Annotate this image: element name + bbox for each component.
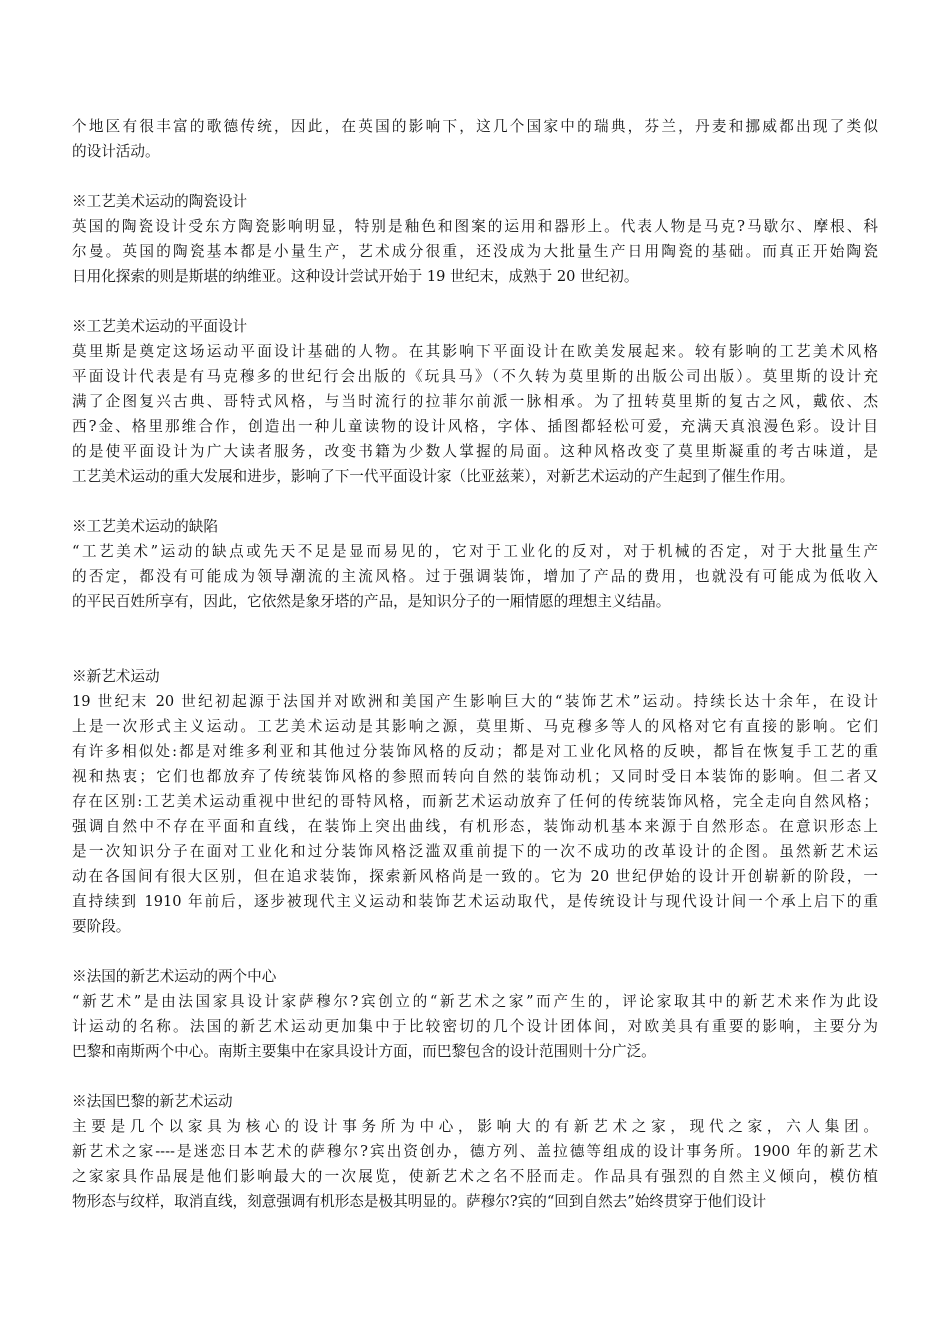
section-art-nouveau	[72, 664, 878, 939]
section-heading: ※工艺美术运动的平面设计	[72, 318, 248, 335]
paragraph-line: 的设计活动。	[72, 143, 160, 160]
paragraph-line: 物形态与纹样，取消直线，刻意强调有机形态是极其明显的。萨穆尔?宾的“回到自然去”始终贯穿于他们设计	[72, 1193, 767, 1210]
paragraph-line: 的否定，都没有可能成为领导潮流的主流风格。过于强调装饰，增加了产品的费用，也就没有可能成为低收入	[72, 568, 878, 585]
section-heading: ※新艺术运动	[72, 668, 160, 685]
section-heading: ※法国的新艺术运动的两个中心	[72, 968, 277, 985]
paragraph-line: 英国的陶瓷设计受东方陶瓷影响明显，特别是釉色和图案的运用和器形上。代表人物是马克?马歇尔、摩根、科	[72, 218, 878, 235]
paragraph-line: “工艺美术”运动的缺点或先天不足是显而易见的，它对于工业化的反对，对于机械的否定，对于大批量生产	[72, 543, 878, 560]
paragraph-line: 主要是几个以家具为核心的设计事务所为中心，影响大的有新艺术之家，现代之家，六人集团。	[72, 1118, 878, 1135]
paragraph-line: 工艺美术运动的重大发展和进步，影响了下一代平面设计家（比亚兹莱），对新艺术运动的产生起到了催生作用。	[72, 468, 795, 485]
paragraph-line: 莫里斯是奠定这场运动平面设计基础的人物。在其影响下平面设计在欧美发展起来。较有影响的工艺美术风格	[72, 343, 878, 360]
paragraph-line: 尔曼。英国的陶瓷基本都是小量生产，艺术成分很重，还没成为大批量生产日用陶瓷的基础。而真正开始陶瓷	[72, 243, 878, 260]
paragraph-line: 新艺术之家----是迷恋日本艺术的萨穆尔?宾出资创办，德方列、盖拉德等组成的设计事务所。1900 年的新艺术	[72, 1143, 878, 1160]
paragraph-line: 强调自然中不存在平面和直线，在装饰上突出曲线，有机形态，装饰动机基本来源于自然形态。在意识形态上	[72, 818, 878, 835]
section-intro-continuation	[72, 114, 878, 164]
section-heading: ※工艺美术运动的缺陷	[72, 518, 218, 535]
paragraph-line: “新艺术”是由法国家具设计家萨穆尔?宾创立的“新艺术之家”而产生的，评论家取其中的新艺术来作为此设	[72, 993, 878, 1010]
paragraph-line: 日用化探索的则是斯堪的纳维亚。这种设计尝试开始于 19 世纪末，成熟于 20 世纪初。	[72, 268, 639, 285]
paragraph-line: 满了企图复兴古典、哥特式风格，与当时流行的拉菲尔前派一脉相承。为了扭转莫里斯的复古之风，戴依、杰	[72, 393, 878, 410]
paragraph-line: 的是使平面设计为广大读者服务，改变书籍为少数人掌握的局面。这种风格改变了莫里斯凝重的考古味道，是	[72, 443, 878, 460]
paragraph-line: 有许多相似处:都是对维多利亚和其他过分装饰风格的反动；都是对工业化风格的反映，都旨在恢复手工艺的重	[72, 743, 878, 760]
section-heading: ※工艺美术运动的陶瓷设计	[72, 193, 248, 210]
paragraph-line: 19 世纪末 20 世纪初起源于法国并对欧洲和美国产生影响巨大的“装饰艺术”运动。持续长达十余年，在设计	[72, 693, 878, 710]
section-defects	[72, 514, 878, 614]
paragraph-line: 动在各国间有很大区别，但在追求装饰，探索新风格尚是一致的。它为 20 世纪伊始的设计开创崭新的阶段，一	[72, 868, 878, 885]
section-paris-art-nouveau	[72, 1089, 878, 1214]
section-french-two-centers	[72, 964, 878, 1064]
paragraph-line: 的平民百姓所享有，因此，它依然是象牙塔的产品，是知识分子的一厢情愿的理想主义结晶。	[72, 593, 671, 610]
paragraph-line: 西?金、格里那维合作，创造出一种儿童读物的设计风格，字体、插图都轻松可爱，充满天真浪漫色彩。设计目	[72, 418, 878, 435]
paragraph-line: 之家家具作品展是他们影响最大的一次展览，使新艺术之名不胫而走。作品具有强烈的自然主义倾向，模仿植	[72, 1168, 878, 1185]
paragraph-line: 上是一次形式主义运动。工艺美术运动是其影响之源，莫里斯、马克穆多等人的风格对它有直接的影响。它们	[72, 718, 878, 735]
paragraph-line: 存在区别:工艺美术运动重视中世纪的哥特风格，而新艺术运动放弃了任何的传统装饰风格，完全走向自然风格；	[72, 793, 878, 810]
section-graphic-design	[72, 314, 878, 489]
paragraph-line: 巴黎和南斯两个中心。南斯主要集中在家具设计方面，而巴黎包含的设计范围则十分广泛。	[72, 1043, 656, 1060]
paragraph-line: 视和热衷；它们也都放弃了传统装饰风格的参照而转向自然的装饰动机；又同时受日本装饰的影响。但二者又	[72, 768, 878, 785]
paragraph-line: 平面设计代表是有马克穆多的世纪行会出版的《玩具马》（不久转为莫里斯的出版公司出版）。莫里斯的设计充	[72, 368, 878, 385]
paragraph-line: 是一次知识分子在面对工业化和过分装饰风格泛滥双重前提下的一次不成功的改革设计的企图。虽然新艺术运	[72, 843, 878, 860]
section-heading: ※法国巴黎的新艺术运动	[72, 1093, 233, 1110]
section-ceramic-design	[72, 189, 878, 289]
paragraph-line: 要阶段。	[72, 918, 131, 935]
paragraph-line: 个地区有很丰富的歌德传统，因此，在英国的影响下，这几个国家中的瑞典，芬兰，丹麦和挪威都出现了类似	[72, 118, 878, 135]
paragraph-line: 直持续到 1910 年前后，逐步被现代主义运动和装饰艺术运动取代，是传统设计与现代设计间一个承上启下的重	[72, 893, 878, 910]
document-page	[72, 114, 878, 1214]
paragraph-line: 计运动的名称。法国的新艺术运动更加集中于比较密切的几个设计团体间，对欧美具有重要的影响，主要分为	[72, 1018, 878, 1035]
